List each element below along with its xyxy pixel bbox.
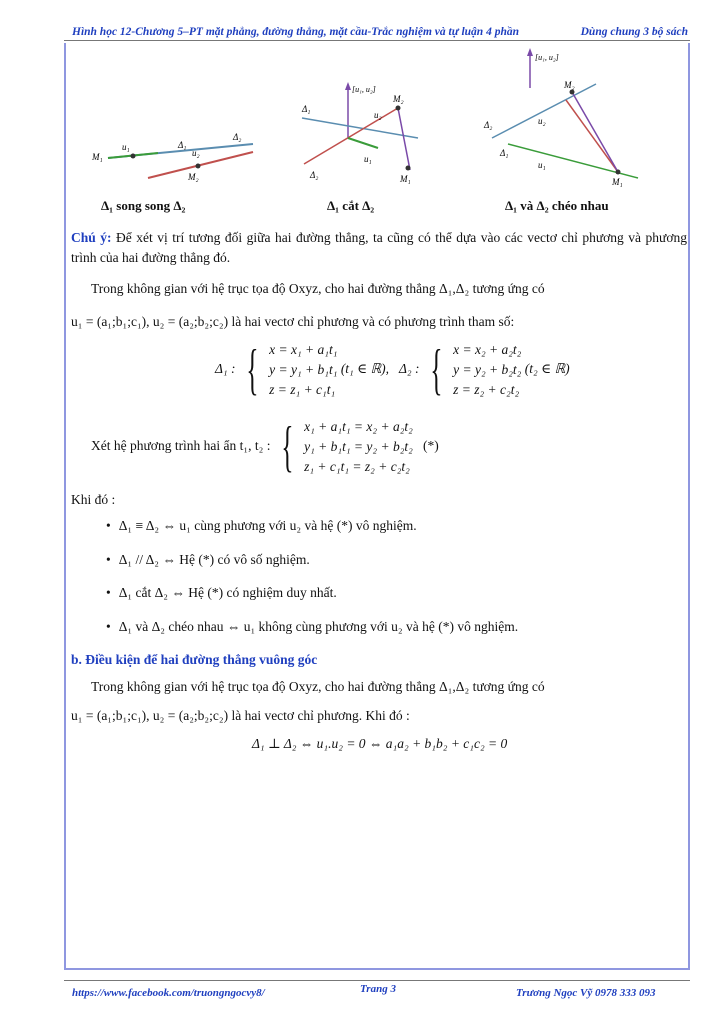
fig1-label-d2: Δ₂ bbox=[233, 132, 242, 142]
system-line-3: z₁ + c₁t₁ = z₂ + c₂t₂ bbox=[304, 459, 410, 474]
delta1-line-x: x = x₁ + a₁t₁ bbox=[269, 342, 338, 357]
paragraph-2b: u₁ = (a₁;b₁;c₁), u₂ = (a₂;b₂;c₂) là hai vectơ chỉ phương. Khi đó : bbox=[71, 708, 410, 723]
fig1-label-u1: u₁ bbox=[122, 142, 130, 152]
bullet-intersect: • Δ₁ cắt Δ₂ ⇔ Hệ (*) có nghiệm duy nhất. bbox=[106, 585, 337, 601]
system-brace: { bbox=[281, 416, 294, 478]
system-block bbox=[91, 417, 439, 477]
figure2-caption: Δ₁ cắt Δ₂ bbox=[327, 198, 375, 213]
note-label: Chú ý: bbox=[71, 230, 112, 245]
fig3-label-d2: Δ₂ bbox=[484, 120, 493, 130]
bullet-parallel: • Δ₁ // Δ₂ ⇔ Hệ (*) có vô số nghiệm. bbox=[106, 552, 310, 568]
fig3-label-cross: [u₁, u₂] bbox=[535, 53, 559, 62]
system-lines bbox=[304, 417, 413, 477]
figure3-caption: Δ₁ và Δ₂ chéo nhau bbox=[505, 198, 609, 213]
note-text: Để xét vị trí tương đối giữa hai đường thẳng, ta cũng có thể dựa vào các vectơ chỉ phương và phương trình của hai đường thẳng đó. bbox=[71, 230, 687, 265]
fig1-label-u2: u₂ bbox=[192, 148, 200, 158]
footer-author: Trương Ngọc Vỹ 0978 333 093 bbox=[516, 987, 656, 999]
footer-page-number: Trang 3 bbox=[360, 983, 396, 995]
section-b-heading: b. Điều kiện để hai đường thẳng vuông góc bbox=[71, 652, 318, 667]
fig3-label-u2: u₂ bbox=[538, 116, 546, 126]
delta1-param: (t₁ ∈ ℝ), bbox=[340, 361, 390, 377]
fig2-label-u2: u₂ bbox=[374, 110, 382, 120]
delta2-brace: { bbox=[430, 339, 443, 401]
fig2-label-m1: M₁ bbox=[400, 174, 411, 184]
delta2-line-z: z = z₂ + c₂t₂ bbox=[453, 382, 520, 397]
delta2-line-y: y = y₂ + b₂t₂ bbox=[453, 362, 522, 377]
header-right: Dùng chung 3 bộ sách bbox=[580, 26, 688, 38]
fig1-label-d1: Δ₁ bbox=[178, 140, 187, 150]
note-paragraph bbox=[71, 228, 687, 268]
parametric-equations bbox=[215, 340, 570, 400]
fig3-label-d1: Δ₁ bbox=[500, 148, 509, 158]
system-intro: Xét hệ phương trình hai ẩn t₁, t₂ : bbox=[91, 438, 271, 454]
delta1-brace: { bbox=[246, 339, 259, 401]
footer-divider bbox=[64, 980, 690, 981]
paragraph-2: Trong không gian với hệ trục tọa độ Oxyz, cho hai đường thẳng Δ₁,Δ₂ tương ứng có bbox=[91, 679, 545, 694]
fig2-label-d2: Δ₂ bbox=[310, 170, 319, 180]
paragraph-1b: u₁ = (a₁;b₁;c₁), u₂ = (a₂;b₂;c₂) là hai vectơ chỉ phương và có phương trình tham số: bbox=[71, 314, 515, 329]
figure1-caption: Δ₁ song song Δ₂ bbox=[101, 198, 186, 213]
fig2-label-m2: M₂ bbox=[393, 94, 404, 104]
fig2-label-cross: [u₁, u₂] bbox=[352, 85, 376, 94]
delta1-name: Δ₁ : bbox=[215, 361, 236, 377]
fig3-label-m2: M₂ bbox=[564, 80, 575, 90]
delta2-system bbox=[453, 340, 521, 400]
system-line-1: x₁ + a₁t₁ = x₂ + a₂t₂ bbox=[304, 419, 413, 434]
delta2-param: (t₂ ∈ ℝ) bbox=[524, 361, 570, 377]
header-divider bbox=[64, 40, 690, 41]
paragraph-1: Trong không gian với hệ trục tọa độ Oxyz, cho hai đường thẳng Δ₁,Δ₂ tương ứng có bbox=[91, 281, 545, 296]
fig1-label-m1: M₁ bbox=[92, 152, 103, 162]
fig2-label-d1: Δ₁ bbox=[302, 104, 311, 114]
delta1-line-z: z = z₁ + c₁t₁ bbox=[269, 382, 336, 397]
figure-parallel bbox=[88, 120, 264, 190]
fig2-label-u1: u₁ bbox=[364, 154, 372, 164]
delta2-name: Δ₂ : bbox=[398, 361, 420, 377]
khi-do: Khi đó : bbox=[71, 492, 116, 507]
page-header bbox=[72, 26, 688, 38]
header-title: Hình học 12-Chương 5–PT mặt phẳng, đường thẳng, mặt cầu-Trắc nghiệm và tự luận 4 phần bbox=[72, 26, 519, 38]
perpendicular-equation: Δ₁ ⊥ Δ₂ ⇔ u₁.u₂ = 0 ⇔ a₁a₂ + b₁b₂ + c₁c₂ = 0 bbox=[252, 736, 508, 751]
delta2-line-x: x = x₂ + a₂t₂ bbox=[453, 342, 522, 357]
system-tag: (*) bbox=[422, 438, 439, 454]
fig3-label-u1: u₁ bbox=[538, 160, 546, 170]
delta1-system bbox=[269, 340, 337, 400]
delta1-line-y: y = y₁ + b₁t₁ bbox=[269, 362, 338, 377]
figure-skew bbox=[478, 48, 648, 188]
fig1-label-m2: M₂ bbox=[188, 172, 199, 182]
figure-intersecting bbox=[290, 78, 430, 190]
system-line-2: y₁ + b₁t₁ = y₂ + b₂t₂ bbox=[304, 439, 413, 454]
bullet-coincide: • Δ₁ ≡ Δ₂ ⇔ u₁ cùng phương với u₂ và hệ (*) vô nghiệm. bbox=[106, 518, 417, 534]
fig3-label-m1: M₁ bbox=[612, 177, 623, 187]
bullet-skew: • Δ₁ và Δ₂ chéo nhau ⇔ u₁ không cùng phương với u₂ và hệ (*) vô nghiệm. bbox=[106, 619, 518, 635]
footer-link[interactable]: https://www.facebook.com/truongngocvy8/ bbox=[72, 987, 265, 999]
